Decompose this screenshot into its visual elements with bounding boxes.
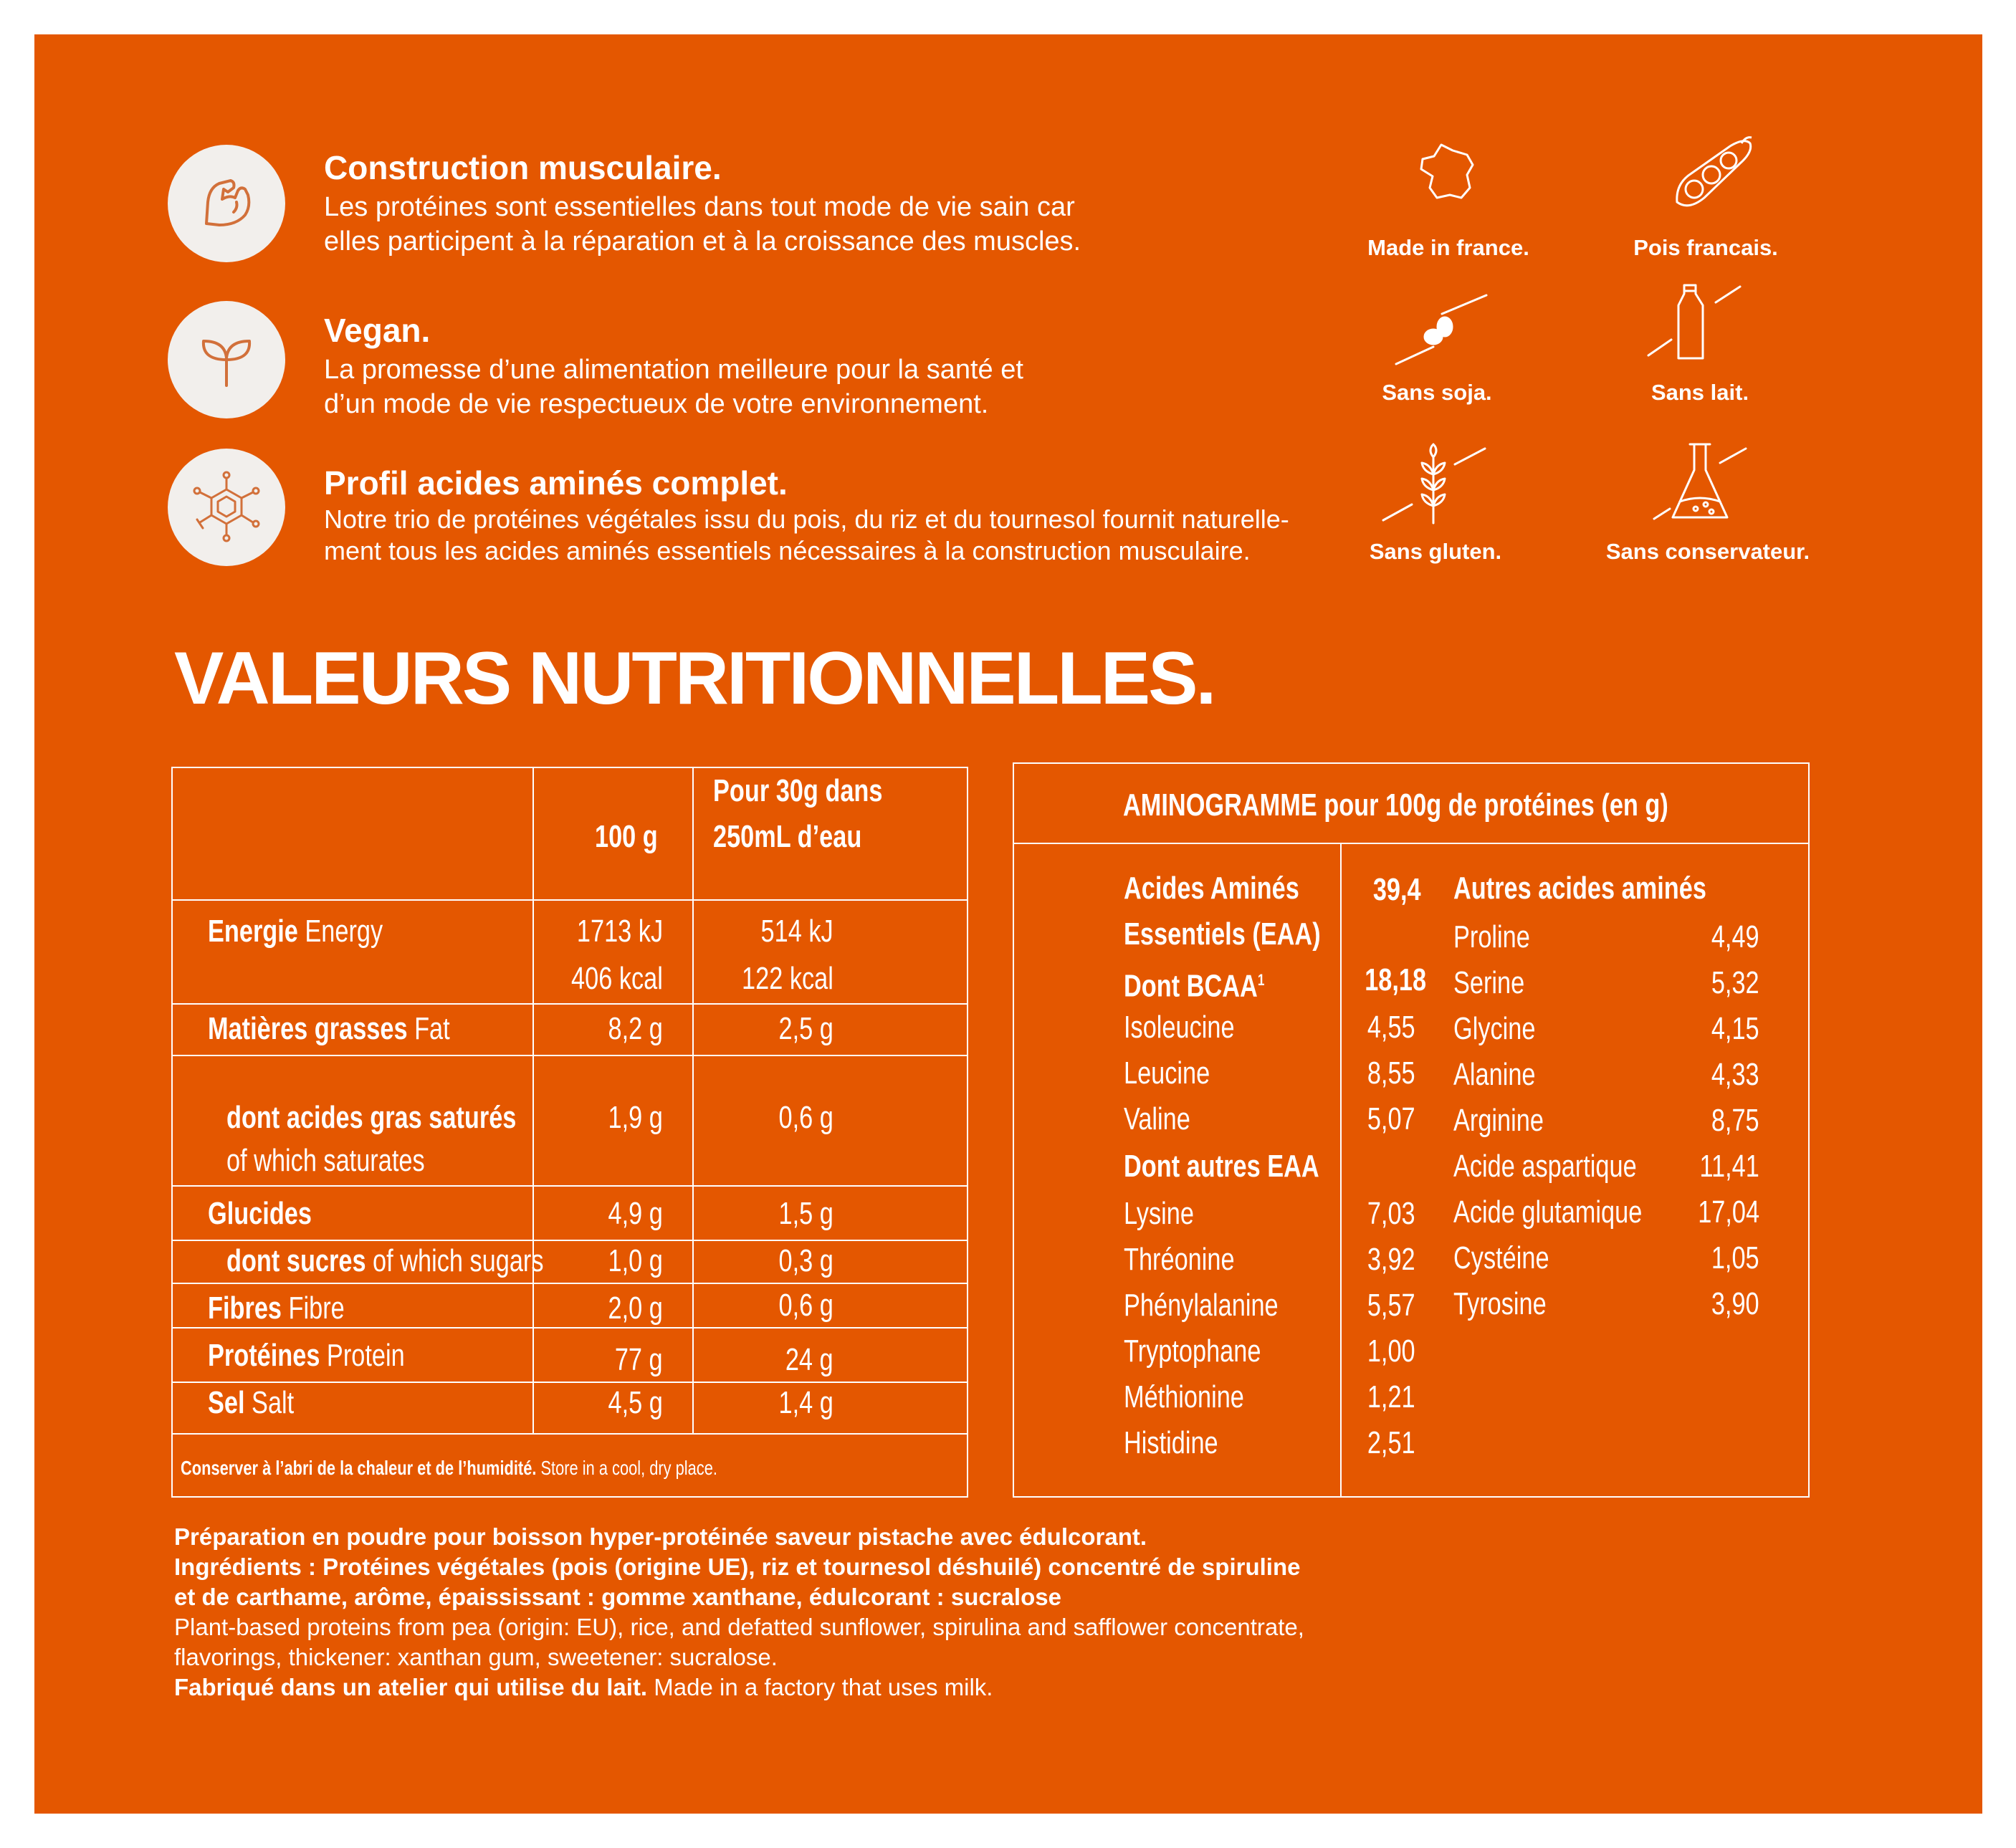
feature-text-line: ment tous les acides aminés essentiels nécessaires à la construction musculaire. [324, 536, 1251, 565]
molecule-icon [187, 468, 266, 547]
muscle-icon [191, 168, 262, 239]
value-100g: 77 g [615, 1342, 663, 1377]
amino-acid-name: Arginine [1453, 1103, 1544, 1138]
badge-label: Sans soja. [1382, 380, 1492, 405]
nutrient-label: Fibres Fibre [208, 1291, 345, 1326]
value-100g: 2,0 g [608, 1291, 663, 1326]
amino-acid-value: 1,21 [1367, 1379, 1415, 1414]
column-header-30g: Pour 30g dans [713, 773, 883, 808]
nutrient-label: Energie Energy [208, 914, 383, 949]
bcaa-label: Dont BCAA$^1$ [1124, 968, 1265, 1004]
amino-acid-value: 4,49 [1711, 919, 1759, 954]
nutrient-label: Glucides [208, 1196, 312, 1231]
sprout-icon [191, 324, 262, 396]
amino-acid-value: 2,51 [1367, 1425, 1415, 1460]
eaa-label: Acides Aminés [1124, 871, 1299, 906]
value-100g: 8,2 g [608, 1011, 663, 1046]
pea-pod-icon [1670, 133, 1756, 212]
value-100g: 1,0 g [608, 1243, 663, 1278]
amino-acid-name: Phénylalanine [1124, 1288, 1279, 1323]
amino-acid-value: 4,15 [1711, 1011, 1759, 1046]
feature-text-line: elles participent à la réparation et à la croissance des muscles. [324, 226, 1081, 257]
badge-label: Sans conservateur. [1605, 539, 1810, 564]
eaa-value: 39,4 [1373, 872, 1421, 907]
badge-label: Sans gluten. [1369, 539, 1502, 564]
feature-text-line: Les protéines sont essentielles dans tout mode de vie sain car [324, 192, 1075, 222]
nutrient-label-en: of which saturates [226, 1143, 425, 1178]
value-30g: 1,4 g [778, 1385, 833, 1420]
amino-acid-name: Alanine [1453, 1057, 1536, 1092]
value-30g: 0,3 g [778, 1243, 833, 1278]
amino-acid-name: Leucine [1124, 1055, 1210, 1091]
amino-acid-value: 3,92 [1367, 1242, 1415, 1277]
column-header-30g: 250mL d’eau [713, 819, 862, 854]
soy-crossed-icon [1389, 289, 1496, 368]
storage-note: Conserver à l’abri de la chaleur et de l’humidité. Store in a cool, dry place. [181, 1457, 717, 1479]
badge-label: Sans lait. [1650, 380, 1749, 405]
amino-acid-value: 1,00 [1367, 1334, 1415, 1369]
amino-acid-value: 4,55 [1367, 1010, 1415, 1045]
nutrient-label: Sel Salt [208, 1385, 295, 1420]
nutrient-label: Matières grasses Fat [208, 1011, 450, 1046]
amino-acid-name: Cystéine [1453, 1240, 1549, 1275]
amino-acid-value: 5,32 [1711, 965, 1759, 1000]
feature-icon-circle [168, 145, 285, 262]
feature-icon-circle [168, 301, 285, 418]
amino-acid-name: Tyrosine [1453, 1286, 1547, 1321]
value-100g: 406 kcal [571, 961, 663, 996]
feature-title: Construction musculaire. [324, 149, 722, 186]
milk-bottle-crossed-icon [1645, 281, 1746, 367]
amino-acid-value: 5,57 [1367, 1288, 1415, 1323]
wheat-crossed-icon [1379, 443, 1494, 529]
amino-acid-name: Histidine [1124, 1425, 1218, 1460]
aminogram-header: AMINOGRAMME pour 100g de protéines (en g) [1123, 787, 1668, 823]
amino-acid-value: 4,33 [1711, 1057, 1759, 1092]
badge-label: Made in france. [1367, 235, 1529, 260]
amino-acid-value: 8,75 [1711, 1103, 1759, 1138]
bcaa-value: 18,18 [1365, 962, 1426, 997]
amino-acid-value: 17,04 [1698, 1195, 1759, 1230]
amino-acid-name: Proline [1453, 919, 1530, 954]
feature-title: Profil acides aminés complet. [324, 464, 788, 502]
amino-acid-value: 1,05 [1711, 1240, 1759, 1275]
value-100g: 1,9 g [608, 1100, 663, 1135]
footer-line: Plant-based proteins from pea (origin: EU), rice, and defatted sunflower, spirulina and safflower concentrate, [174, 1614, 1304, 1640]
column-header-100g: 100 g [595, 819, 658, 854]
eaa-label: Essentiels (EAA) [1124, 916, 1321, 952]
amino-acid-name: Acide aspartique [1453, 1149, 1637, 1184]
value-30g: 122 kcal [742, 961, 833, 996]
feature-icon-circle [168, 449, 285, 566]
nutrient-label: dont acides gras saturés [226, 1100, 517, 1135]
other-eaa-label: Dont autres EAA [1124, 1149, 1319, 1184]
footer-line: flavorings, thickener: xanthan gum, sweetener: sucralose. [174, 1644, 778, 1670]
value-30g: 0,6 g [778, 1288, 833, 1323]
value-30g: 0,6 g [778, 1100, 833, 1135]
amino-acid-name: Tryptophane [1124, 1334, 1261, 1369]
value-100g: 4,5 g [608, 1385, 663, 1420]
value-30g: 514 kJ [760, 914, 833, 949]
amino-acid-name: Acide glutamique [1453, 1195, 1643, 1230]
feature-title: Vegan. [324, 312, 431, 349]
value-30g: 1,5 g [778, 1196, 833, 1231]
amino-acid-name: Valine [1124, 1101, 1190, 1136]
amino-acid-value: 8,55 [1367, 1055, 1415, 1091]
france-map-icon [1415, 140, 1480, 205]
amino-acid-value: 7,03 [1367, 1196, 1415, 1231]
amino-acid-name: Isoleucine [1124, 1010, 1235, 1045]
amino-acid-name: Méthionine [1124, 1379, 1244, 1414]
section-title: VALEURS NUTRITIONNELLES. [174, 637, 1215, 720]
feature-text-line: La promesse d’une alimentation meilleure pour la santé et [324, 355, 1023, 385]
value-100g: 4,9 g [608, 1196, 663, 1231]
feature-text-line: Notre trio de protéines végétales issu du pois, du riz et du tournesol fournit naturelle- [324, 504, 1289, 534]
amino-acid-value: 3,90 [1711, 1286, 1759, 1321]
badge-label: Pois francais. [1633, 235, 1778, 260]
footer-line: Préparation en poudre pour boisson hyper-protéinée saveur pistache avec édulcorant. [174, 1523, 1147, 1550]
amino-acid-name: Lysine [1124, 1196, 1194, 1231]
amino-acid-name: Thréonine [1124, 1242, 1235, 1277]
value-30g: 24 g [785, 1342, 833, 1377]
amino-acid-value: 11,41 [1699, 1149, 1759, 1184]
nutrient-label: Protéines Protein [208, 1338, 405, 1373]
footer-line: et de carthame, arôme, épaississant : gomme xanthane, édulcorant : sucralose [174, 1584, 1061, 1610]
feature-text-line: d’un mode de vie respectueux de votre environnement. [324, 389, 989, 419]
footer-line: Fabriqué dans un atelier qui utilise du lait. Made in a factory that uses milk. [174, 1674, 993, 1700]
value-100g: 1713 kJ [576, 914, 663, 949]
flask-crossed-icon [1651, 441, 1752, 527]
value-30g: 2,5 g [778, 1011, 833, 1046]
amino-acid-name: Serine [1453, 965, 1525, 1000]
nutrient-label: dont sucres of which sugars [226, 1243, 544, 1278]
footer-line: Ingrédients : Protéines végétales (pois (origine UE), riz et tournesol déshuilé) concentré de spiruline [174, 1553, 1301, 1580]
other-amino-label: Autres acides aminés [1453, 871, 1706, 906]
amino-acid-name: Glycine [1453, 1011, 1536, 1046]
amino-acid-value: 5,07 [1367, 1101, 1415, 1136]
